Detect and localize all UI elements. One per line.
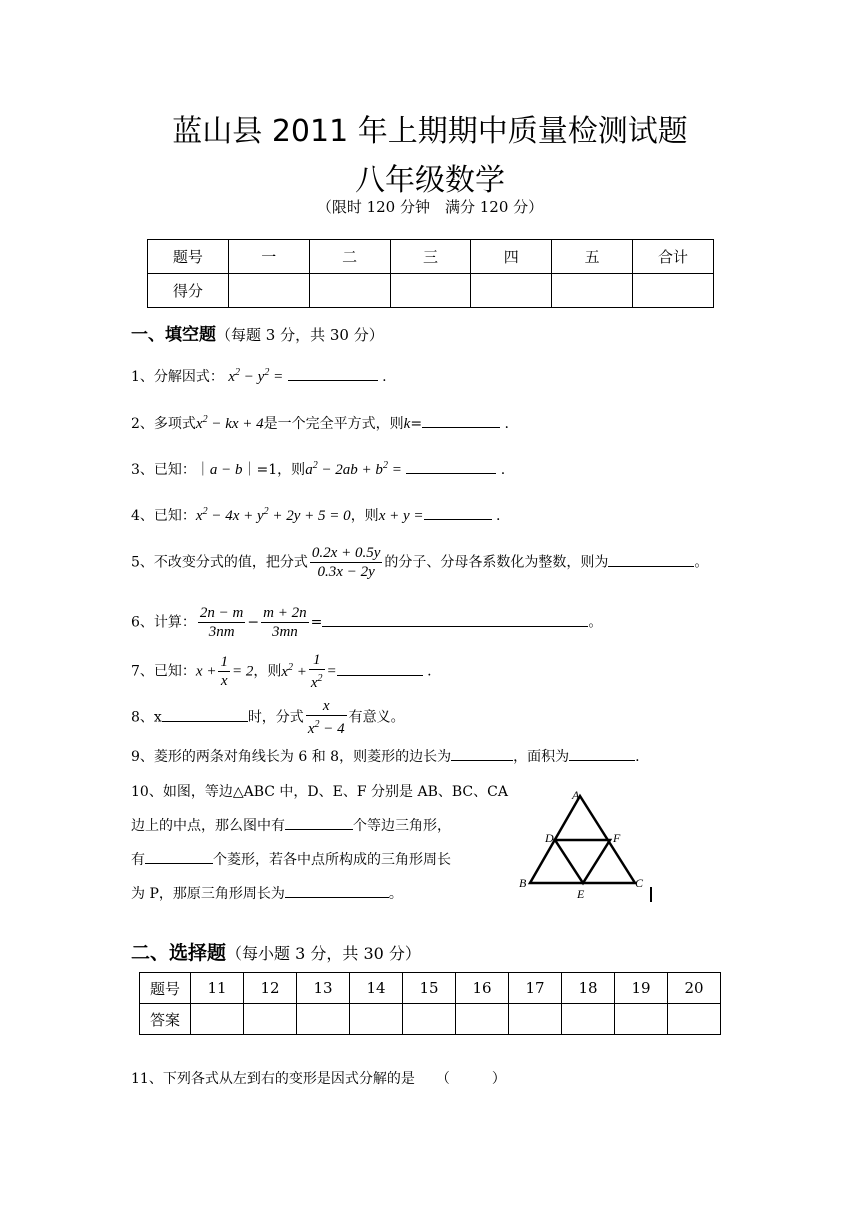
q3-formula: $a^2 - 2ab + b^2$ =: [305, 460, 402, 478]
label-a: A: [572, 788, 580, 802]
section1-note: （每题 3 分，共 30 分）: [216, 326, 384, 344]
label-b: B: [519, 876, 527, 890]
answer-cell[interactable]: [456, 1004, 509, 1035]
q10-text-3b: 个菱形，若各中点所构成的三角形周长: [213, 852, 451, 868]
q10-text-4a: 为 P，那原三角形周长为: [131, 886, 285, 902]
q10-text-2b: 个等边三角形，: [353, 818, 451, 834]
q6-fraction-1: $\frac{2n - m}{3nm}$: [199, 605, 244, 640]
q10-answer-blank-2[interactable]: [145, 849, 213, 864]
score-header-cell: 题号: [148, 240, 229, 274]
q10-answer-blank-1[interactable]: [285, 815, 353, 830]
question-6: 6、计算： $\frac{2n - m}{3nm}$ − $\frac{m + 2n}{3mn}$ = 。: [131, 605, 603, 640]
q5-fraction: $\frac{0.2x + 0.5y}{0.3x - 2y}$: [311, 545, 381, 580]
q10-text-3a: 有: [131, 852, 145, 868]
question-10-line2: [131, 815, 451, 835]
section2-title: 二、选择题: [131, 942, 227, 964]
exam-title: 蓝山县 2011 年上期期中质量检测试题: [172, 114, 688, 149]
answer-header-cell: 17: [509, 973, 562, 1004]
label-e: E: [577, 887, 585, 901]
answer-header-cell: 18: [562, 973, 615, 1004]
answer-header-cell: 19: [615, 973, 668, 1004]
q4-answer-blank[interactable]: [424, 505, 492, 520]
answer-header-cell: 13: [297, 973, 350, 1004]
answer-cell[interactable]: [668, 1004, 721, 1035]
label-c: C: [635, 876, 644, 890]
section2-heading: [131, 938, 421, 965]
section2-note: （每小题 3 分，共 30 分）: [226, 944, 421, 963]
section1-heading: [131, 320, 384, 345]
triangle-def: [555, 840, 610, 883]
answer-header-cell: 11: [191, 973, 244, 1004]
question-10-line3: [131, 849, 451, 869]
table-row: [140, 1004, 721, 1035]
q1-formula: $x^2 - y^2$ =: [228, 367, 284, 385]
score-table: [147, 239, 714, 308]
exam-subject: 八年级数学: [355, 163, 505, 198]
answer-header-cell: 14: [350, 973, 403, 1004]
score-cell[interactable]: [552, 274, 633, 308]
answer-header-cell: 题号: [140, 973, 191, 1004]
q7-prefix: 7、已知：: [131, 663, 196, 680]
q8-fraction: $\frac{x}{x^2 - 4}$: [307, 698, 345, 737]
score-header-cell: 三: [390, 240, 471, 274]
label-f: F: [613, 831, 621, 845]
answer-header-cell: 20: [668, 973, 721, 1004]
q2-answer-blank[interactable]: [422, 413, 500, 428]
q4-formula: $x^2 - 4x + y^2 + 2y + 5 = 0$: [195, 506, 351, 524]
q6-answer-blank[interactable]: [322, 612, 588, 627]
answer-cell[interactable]: [297, 1004, 350, 1035]
label-d: D: [545, 831, 554, 845]
q5-prefix: 5、不改变分式的值，把分式: [131, 554, 308, 571]
answer-header-cell: 16: [456, 973, 509, 1004]
q4-prefix: 4、已知：: [131, 508, 196, 524]
q9-answer-blank-2[interactable]: [569, 746, 635, 761]
q5-mid: 的分子、分母各系数化为整数，则为: [384, 554, 609, 571]
q2-mid: 是一个完全平方式，则: [263, 416, 404, 432]
score-header-cell: 二: [309, 240, 390, 274]
q7-mid: ，则: [253, 663, 282, 680]
q7-fraction-2: $\frac{1}{x^2}$: [310, 652, 323, 691]
question-3: 3、已知：｜a − b｜=1，则$a^2 - 2ab + b^2$ = .: [131, 460, 506, 478]
q9-text-a: 9、菱形的两条对角线长为 6 和 8，则菱形的边长为: [131, 749, 452, 765]
question-10-line1: [131, 781, 508, 801]
answer-cell[interactable]: [562, 1004, 615, 1035]
score-header-cell: 一: [228, 240, 309, 274]
q10-answer-blank-3[interactable]: [285, 883, 389, 898]
answer-label-cell: 答案: [140, 1004, 191, 1035]
question-11: [131, 1068, 506, 1088]
question-10-line4: 为 P，那原三角形周长为 。: [131, 883, 403, 903]
q9-answer-blank-1[interactable]: [451, 746, 513, 761]
q2-prefix: 2、多项式: [131, 416, 196, 432]
q7-answer-blank[interactable]: [337, 661, 423, 676]
answer-table: [139, 972, 721, 1035]
score-cell[interactable]: [471, 274, 552, 308]
q4-mid: ，则: [350, 508, 379, 524]
table-row: [140, 973, 721, 1004]
score-label-cell: 得分: [148, 274, 229, 308]
score-cell[interactable]: [633, 274, 714, 308]
q5-answer-blank[interactable]: [608, 552, 694, 567]
q10-text-2a: 边上的中点，那么图中有: [131, 818, 285, 834]
answer-cell[interactable]: [244, 1004, 297, 1035]
q11-text: 11、下列各式从左到右的变形是因式分解的是 （ ）: [131, 1071, 506, 1087]
score-cell[interactable]: [228, 274, 309, 308]
q1-answer-blank[interactable]: [288, 366, 378, 381]
triangle-figure: [515, 786, 655, 906]
section1-title: 一、填空题: [131, 325, 216, 345]
answer-cell[interactable]: [350, 1004, 403, 1035]
score-cell[interactable]: [309, 274, 390, 308]
question-8: [131, 697, 405, 738]
q8-suffix: 有意义。: [348, 709, 405, 726]
q1-prefix: 1、分解因式：: [131, 369, 224, 385]
question-9: 9、菱形的两条对角线长为 6 和 8，则菱形的边长为 ，面积为 .: [131, 746, 640, 766]
answer-cell[interactable]: [615, 1004, 668, 1035]
score-header-cell: 五: [552, 240, 633, 274]
score-header-cell: 四: [471, 240, 552, 274]
answer-header-cell: 15: [403, 973, 456, 1004]
q3-mid: =1，则: [256, 462, 306, 478]
q9-text-b: ，面积为: [513, 749, 570, 765]
table-row: [148, 274, 714, 308]
score-header-cell: 合计: [633, 240, 714, 274]
q2-formula: $x^2$ − kx + 4: [195, 414, 264, 432]
score-cell[interactable]: [390, 274, 471, 308]
answer-cell[interactable]: [403, 1004, 456, 1035]
q10-text-1: 10、如图，等边△ABC 中，D、E、F 分别是 AB、BC、CA: [131, 784, 508, 800]
question-5: 5、不改变分式的值，把分式 $\frac{0.2x + 0.5y}{0.3x - 2y}$ 的分子、分母各系数化为整数，则为 。: [131, 545, 709, 580]
answer-cell[interactable]: [509, 1004, 562, 1035]
exam-time-limit: （限时 120 分钟 满分 120 分）: [316, 198, 544, 216]
q8-answer-blank[interactable]: [162, 707, 248, 722]
question-1: 1、分解因式： $x^2 - y^2$ = .: [131, 367, 387, 385]
table-row: [148, 240, 714, 274]
question-2: 2、多项式$x^2$ − kx + 4是一个完全平方式，则k= .: [131, 414, 509, 432]
q3-prefix: 3、已知：: [131, 462, 196, 478]
q8-mid: 时，分式: [247, 709, 304, 726]
answer-cell[interactable]: [191, 1004, 244, 1035]
q7-fraction-1: $\frac{1}{x}$: [220, 654, 228, 689]
q3-answer-blank[interactable]: [406, 459, 496, 474]
q6-prefix: 6、计算：: [131, 614, 196, 631]
answer-header-cell: 12: [244, 973, 297, 1004]
question-7: 7、已知：x + $\frac{1}{x}$ = 2，则$x^2$ + $\frac{1}{x^2}$ = .: [131, 652, 432, 691]
q6-fraction-2: $\frac{m + 2n}{3mn}$: [263, 605, 307, 640]
question-4: 4、已知：$x^2 - 4x + y^2 + 2y + 5 = 0$，则x + y = .: [131, 506, 501, 524]
q8-prefix: 8、x: [131, 709, 162, 726]
